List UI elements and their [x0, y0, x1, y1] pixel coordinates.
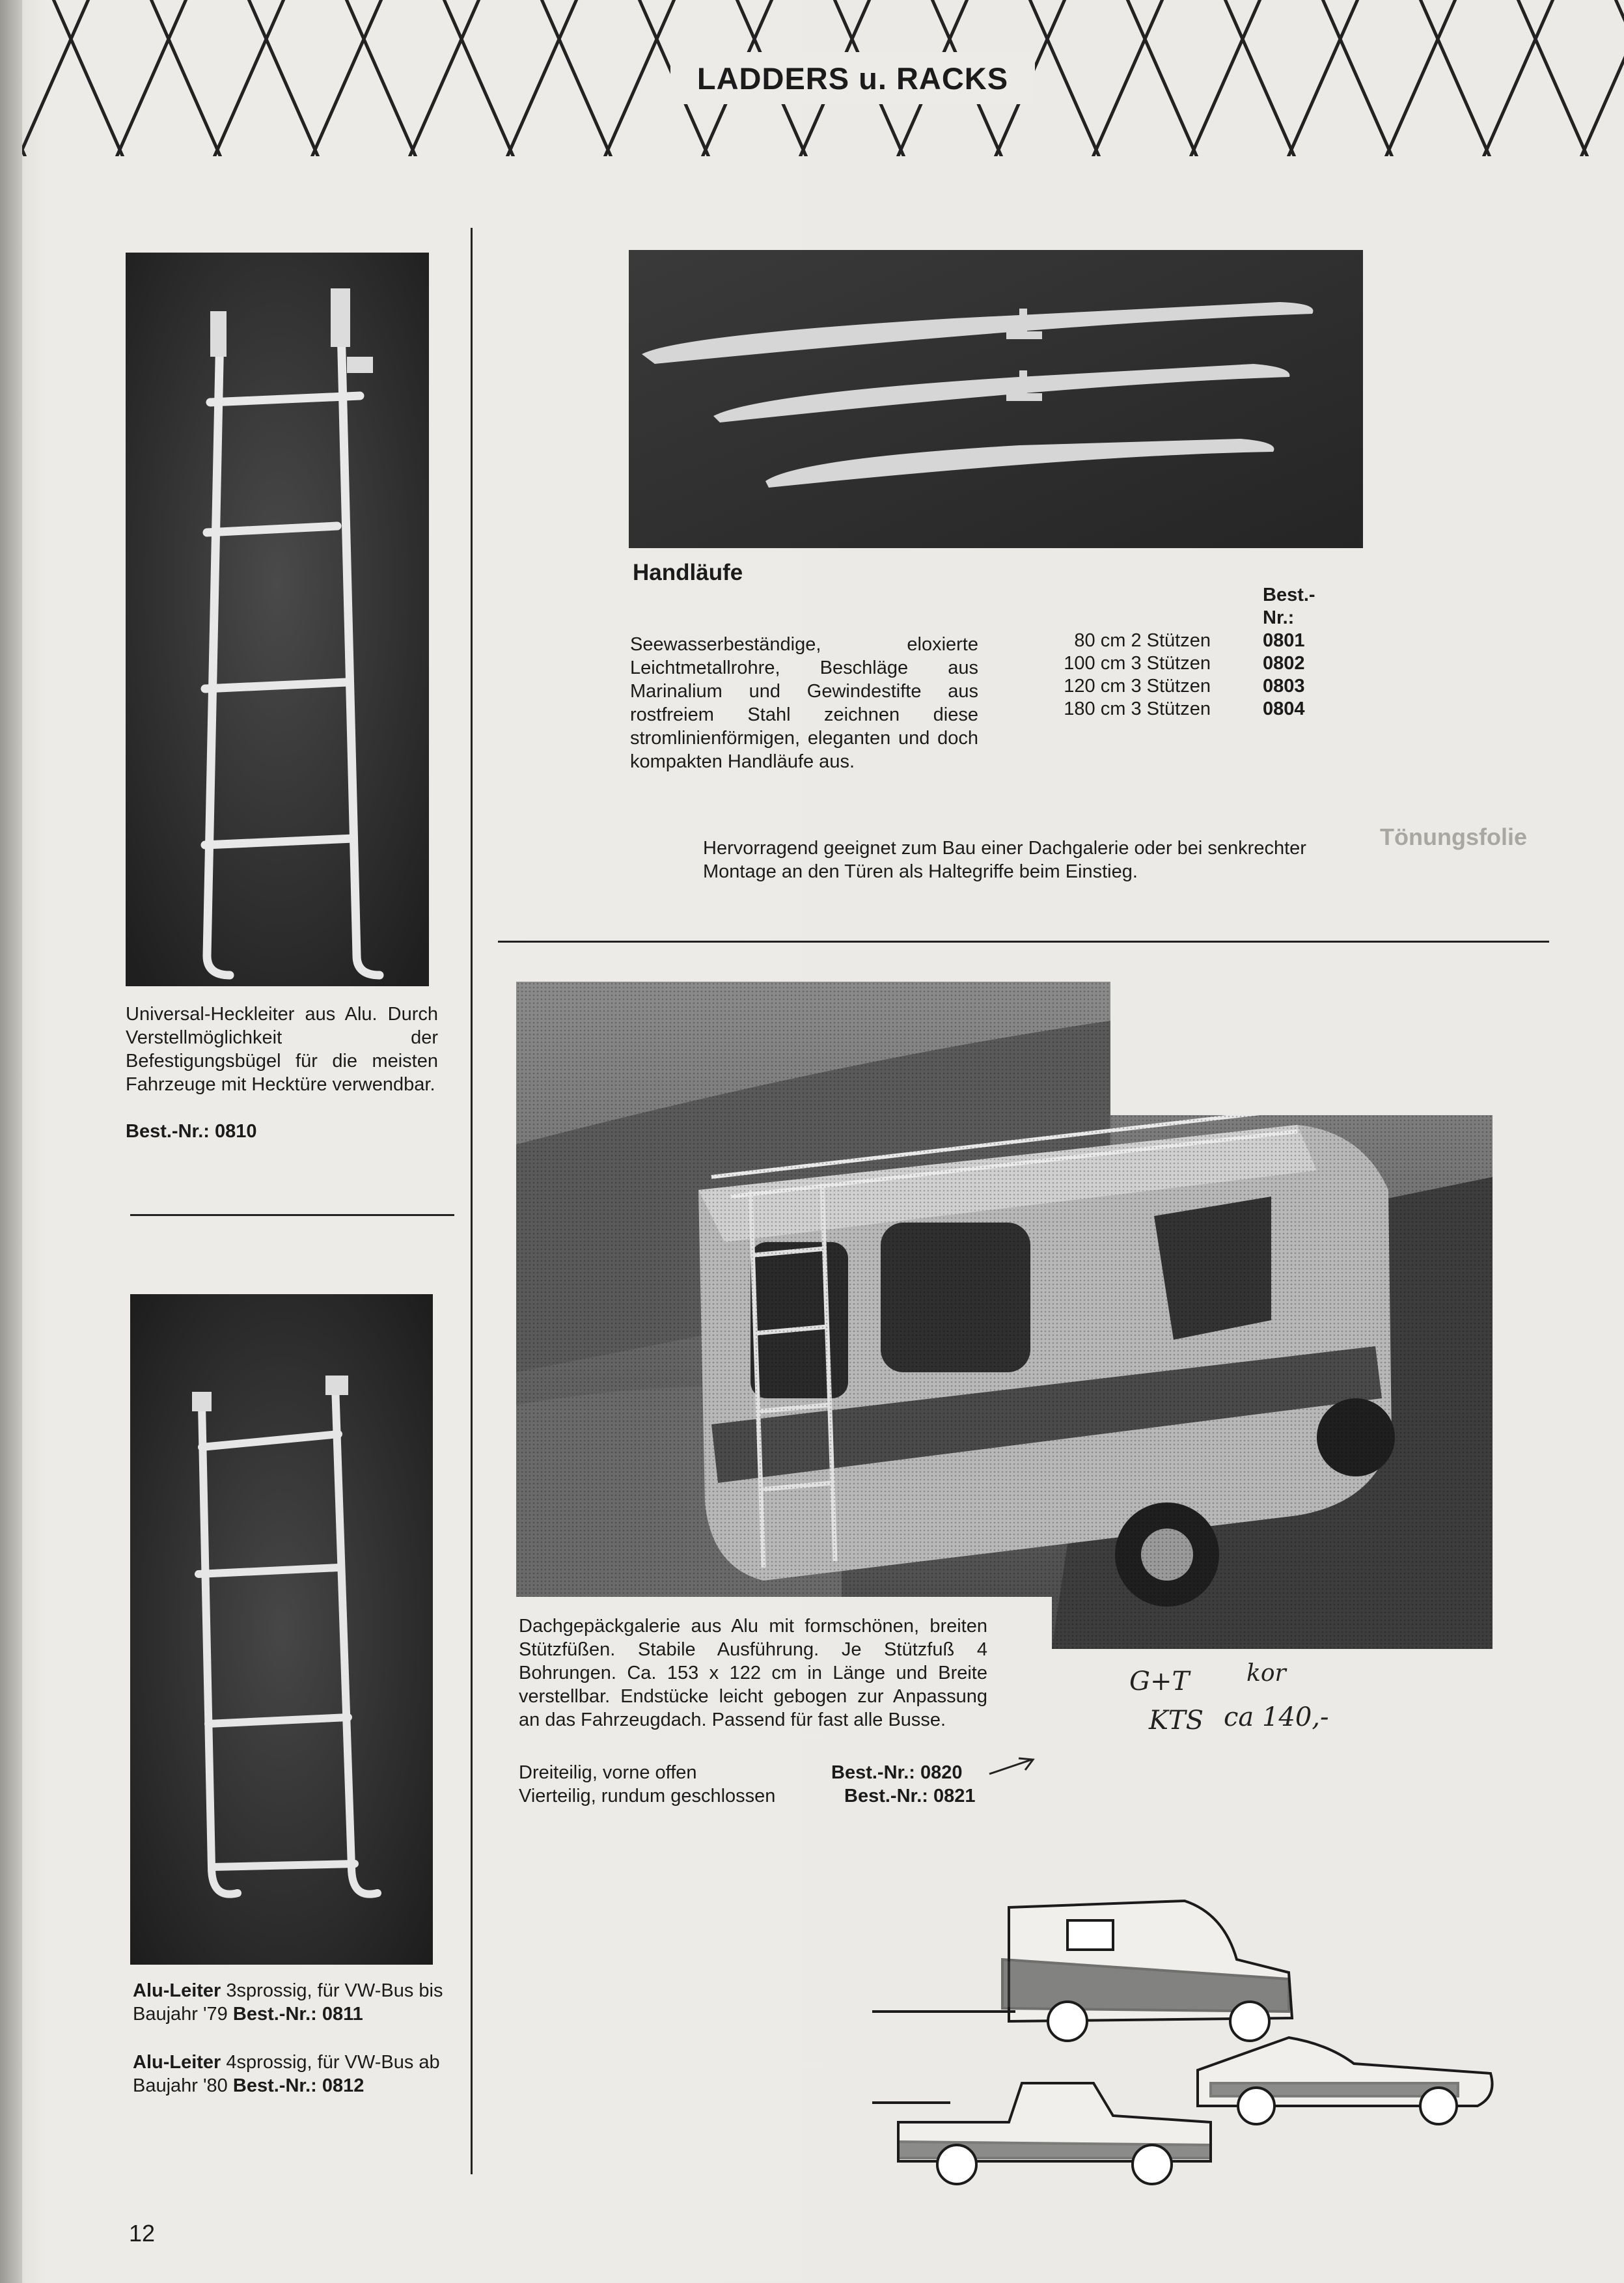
- handwritten-note-1: G+T: [1129, 1667, 1190, 1696]
- variant-number: 0802: [1263, 653, 1305, 674]
- handrails-description: Seewasserbeständige, eloxierte Leichtmetallrohre, Beschläge aus Marinalium und Gewindestifte aus rostfreiem Stahl zeichnen diese stromlinienförmigen, eleganten und doch kompakten Handläufe aus.: [630, 634, 978, 772]
- page-title: LADDERS u. RACKS: [696, 61, 1009, 96]
- order-number: 0810: [214, 1121, 257, 1142]
- handrails-heading: Handläufe: [633, 560, 743, 585]
- order-label: Best.-Nr.:: [844, 1786, 928, 1806]
- alu-ladder-name: Alu-Leiter: [133, 1980, 221, 2001]
- order-label: Best.-Nr.:: [232, 2004, 317, 2025]
- variant-number: 0804: [1263, 699, 1305, 719]
- variant-spec: 80 cm 2 Stützen: [1074, 630, 1211, 651]
- order-table-row: [1002, 630, 1341, 652]
- handwritten-note-4: ca 140,-: [1224, 1702, 1329, 1732]
- alu-ladder-photo: [130, 1294, 433, 1965]
- show-through-text: Tönungsfolie: [1380, 823, 1527, 850]
- roof-rack-options: [519, 1761, 1013, 1808]
- order-label: Best.-Nr.:: [831, 1762, 915, 1783]
- order-number: 0812: [322, 2075, 365, 2096]
- option-text: Dreiteilig, vorne offen: [519, 1762, 697, 1783]
- left-section-divider: [130, 1214, 454, 1216]
- handrails-order-table: [1002, 584, 1341, 721]
- handrails-photo: [629, 250, 1363, 548]
- universal-ladder-photo: [126, 253, 429, 986]
- universal-ladder-description: Universal-Heckleiter aus Alu. Durch Verstellmöglichkeit der Befestigungsbügel für die meisten Fahrzeuge mit Hecktüre verwendbar.: [126, 1004, 438, 1095]
- alu-ladder-4-text: [133, 2051, 471, 2097]
- variant-spec: 180 cm 3 Stützen: [1064, 699, 1211, 719]
- order-table-row: [1002, 652, 1341, 675]
- column-divider: [471, 228, 473, 2174]
- order-table-row: [1002, 675, 1341, 698]
- order-table-row: [1002, 698, 1341, 721]
- variant-spec: 120 cm 3 Stützen: [1064, 676, 1211, 697]
- variant-number: 0801: [1263, 630, 1305, 651]
- variant-number: 0803: [1263, 676, 1305, 697]
- handwritten-note-3: KTS: [1149, 1706, 1204, 1736]
- order-label: Best.-Nr.:: [232, 2075, 317, 2096]
- variant-spec: 100 cm 3 Stützen: [1064, 653, 1211, 674]
- handrails-usage-note: Hervorragend geeignet zum Bau einer Dachgalerie oder bei senkrechter Montage an den Türen als Haltegriffe beim Einstieg.: [703, 838, 1306, 882]
- roof-rack-option: [519, 1761, 1013, 1784]
- handwritten-arrow-icon: [986, 1754, 1038, 1780]
- order-number: 0811: [322, 2004, 363, 2025]
- alu-ladder-detail: 4sprossig, für VW-Bus ab Baujahr '80: [133, 2052, 440, 2096]
- alu-ladder-3-text: [133, 1979, 471, 2026]
- option-text: Vierteilig, rundum geschlossen: [519, 1786, 776, 1806]
- handwritten-note-2: kor: [1246, 1660, 1286, 1687]
- alu-ladder-detail: 3sprossig, für VW-Bus bis Baujahr '79: [133, 1980, 443, 2025]
- universal-ladder-order: [126, 1120, 257, 1143]
- roof-rack-option: [519, 1784, 1013, 1808]
- right-section-divider: [498, 941, 1549, 943]
- order-number: 0820: [920, 1762, 963, 1783]
- header-title-box: [670, 52, 1035, 104]
- vehicle-illustrations: [872, 1888, 1510, 2200]
- alu-ladder-name: Alu-Leiter: [133, 2052, 221, 2073]
- page-binding-edge: [0, 0, 22, 2283]
- order-label: Best.-Nr.:: [126, 1121, 210, 1142]
- order-header: Best.-Nr.:: [1263, 585, 1315, 628]
- order-table-header: [1002, 584, 1341, 630]
- order-number: 0821: [933, 1786, 976, 1806]
- page-number: 12: [129, 2220, 156, 2247]
- roof-rack-description: Dachgepäckgalerie aus Alu mit formschönen, breiten Stützfüßen. Stabile Ausführung. Je Stützfuß 4 Bohrungen. Ca. 153 x 122 cm in Länge und Breite verstellbar. Endstücke leicht gebogen zur Anpassung an das Fahrzeugdach. Passend für fast alle Busse.: [519, 1616, 987, 1730]
